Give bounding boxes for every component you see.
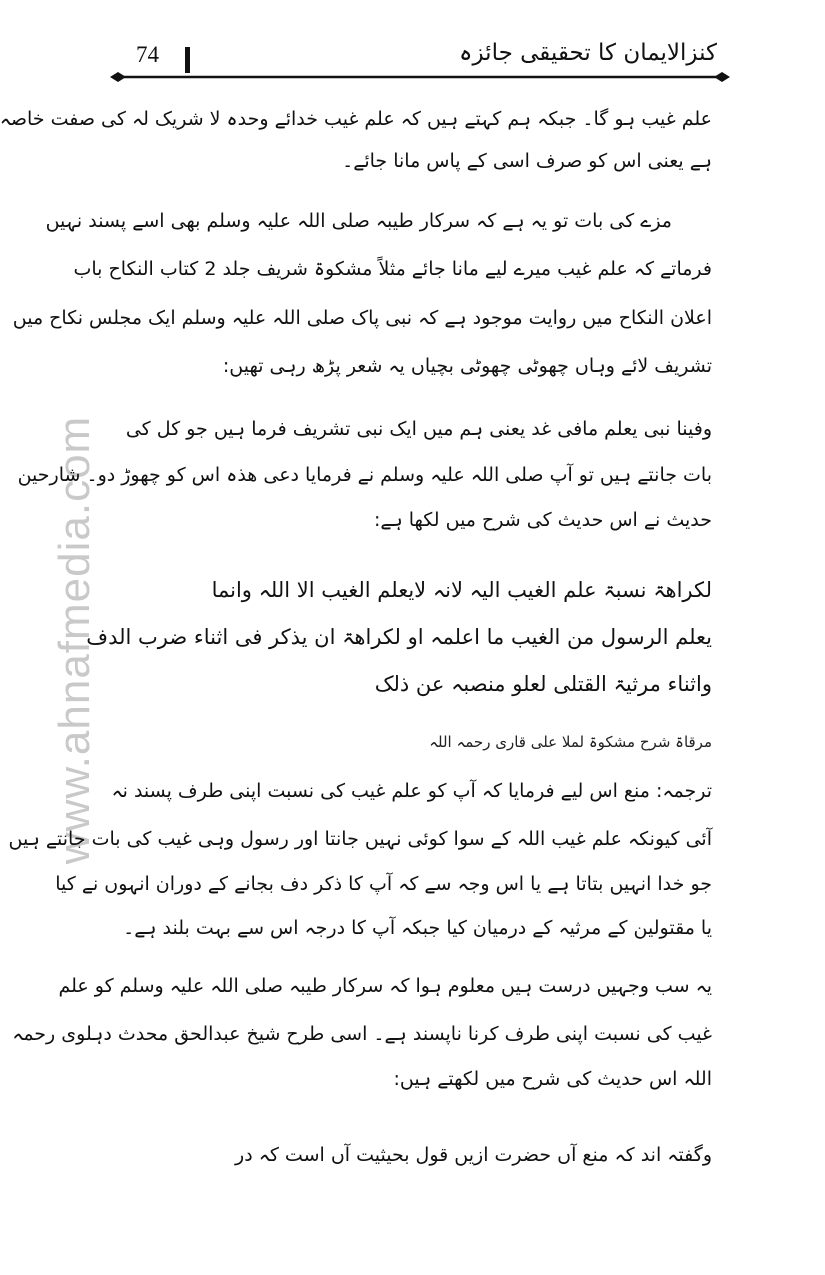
translation-line: جو خدا انہیں بتاتا ہے یا اس وجہ سے کہ آپ کا ذکر دف بجانے کے دوران انہوں نے کیا bbox=[55, 873, 712, 895]
page-number: 74 bbox=[136, 42, 159, 67]
page-number-bar bbox=[185, 47, 190, 73]
body-line: علم غیب ہو گا۔ جبکہ ہم کہتے ہیں کہ علم غیب خدائے وحدہ لا شریک لہ کی صفت خاصہ bbox=[0, 108, 712, 130]
persian-quote-line: وگفتہ اند کہ منع آں حضرت ازیں قول بحیثیت آں است کہ در bbox=[235, 1144, 712, 1166]
citation: مرقاۃ شرح مشکوۃ لملا علی قاری رحمہ اللہ bbox=[429, 733, 712, 751]
body-line: وفینا نبی یعلم مافی غد یعنی ہم میں ایک نبی تشریف فرما ہیں جو کل کی bbox=[125, 418, 712, 440]
body-line: مزے کی بات تو یہ ہے کہ سرکار طیبہ صلی اللہ علیہ وسلم بھی اسے پسند نہیں bbox=[45, 210, 672, 232]
rule-right-diamond bbox=[714, 72, 730, 82]
body-line: یہ سب وجہیں درست ہیں معلوم ہوا کہ سرکار طیبہ صلی اللہ علیہ وسلم کو علم bbox=[58, 975, 712, 997]
header-rule bbox=[110, 71, 730, 83]
body-line: اللہ اس حدیث کی شرح میں لکھتے ہیں: bbox=[393, 1068, 712, 1090]
body-line: غیب کی نسبت اپنی طرف کرنا ناپسند ہے۔ اسی طرح شیخ عبدالحق محدث دہلوی رحمہ bbox=[12, 1023, 712, 1045]
translation-line: آئی کیونکہ علم غیب اللہ کے سوا کوئی نہیں جانتا اور رسول وہی غیب کی بات جانتے ہیں bbox=[8, 828, 712, 850]
watermark: www.ahnafmedia.com bbox=[50, 415, 99, 865]
arabic-quote-line: لکراھۃ نسبۃ علم الغیب الیہ لانہ لایعلم الغیب الا اللہ وانما bbox=[211, 578, 712, 602]
body-line: ہے یعنی اس کو صرف اسی کے پاس مانا جائے۔ bbox=[342, 150, 712, 172]
arabic-quote-line: واثناء مرثیۃ القتلی لعلو منصبہ عن ذلک bbox=[374, 672, 712, 696]
body-line: حدیث نے اس حدیث کی شرح میں لکھا ہے: bbox=[374, 509, 712, 531]
arabic-quote-line: یعلم الرسول من الغیب ما اعلمہ او لکراھۃ ان یذکر فی اثناء ضرب الدف bbox=[86, 625, 712, 649]
translation-line: یا مقتولین کے مرثیہ کے درمیان کیا جبکہ آپ کا درجہ اس سے بہت بلند ہے۔ bbox=[123, 917, 712, 939]
rule-left-diamond bbox=[110, 72, 126, 82]
body-line: بات جانتے ہیں تو آپ صلی اللہ علیہ وسلم نے فرمایا دعی ھذہ اس کو چھوڑ دو۔ شارحین bbox=[17, 464, 712, 486]
body-line: فرماتے کہ علم غیب میرے لیے مانا جائے مثلاً مشکوۃ شریف جلد 2 کتاب النکاح باب bbox=[73, 258, 712, 280]
body-line: اعلان النکاح میں روایت موجود ہے کہ نبی پاک صلی اللہ علیہ وسلم ایک مجلس نکاح میں bbox=[12, 307, 712, 329]
body-line: تشریف لائے وہاں چھوٹی چھوٹی بچیاں یہ شعر پڑھ رہی تھیں: bbox=[222, 355, 712, 377]
translation-line: ترجمہ: منع اس لیے فرمایا کہ آپ کو علم غیب کی نسبت اپنی طرف پسند نہ bbox=[111, 780, 712, 802]
running-header-title: کنزالایمان کا تحقیقی جائزہ bbox=[459, 40, 717, 66]
